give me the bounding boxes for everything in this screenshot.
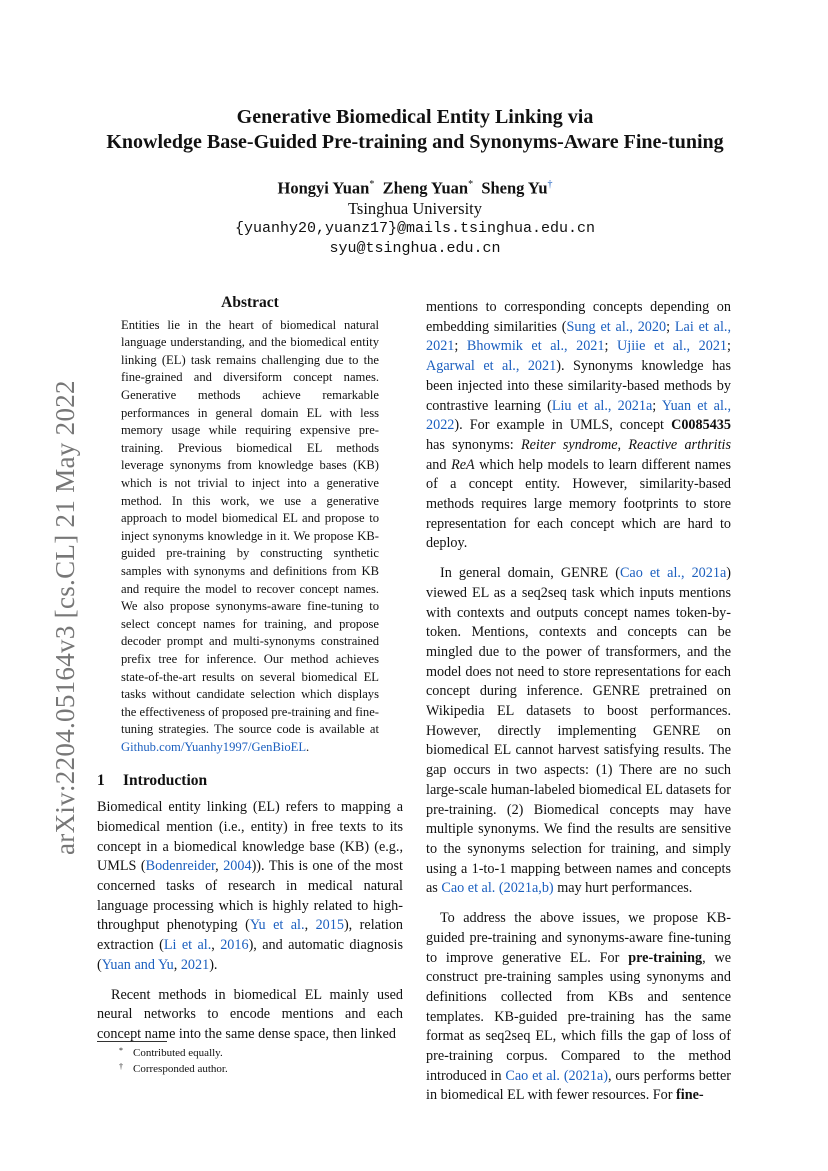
right-paragraph-3 xyxy=(426,909,731,1106)
author-names xyxy=(90,175,740,199)
abstract-text: Entities lie in the heart of biomedical natural language understanding, and the biomedical entity linking (EL) task remains challenging due to the fine-grained and diversiform concept names. Generative methods achieve remarkable performances in general domain EL with less memory usage while requiring expensive pre-training. Previous biomedical EL methods leverage synonyms from knowledge bases (KB) which is not trivial to inject into a generative method. In this work, we use a generative approach to model biomedical EL and propose to inject synonyms knowledge in it. We propose KB-guided pre-training by constructing synthetic samples with synonyms and definitions from KB and require the model to recover concept names. We also propose synonyms-aware fine-tuning to select concept names for training, and propose decoder prompt and multi-synonyms constrained prefix tree for inference. Our method achieves state-of-the-art results on several biomedical EL tasks without candidate selection which displays the effectiveness of proposed pre-training and fine-tuning strategies. The source code is available at xyxy=(121,317,379,737)
corresponding-author-mark[interactable]: † xyxy=(547,179,553,190)
text: has synonyms: xyxy=(426,436,521,453)
email-line-1: {yuanhy20,yuanz17}@mails.tsinghua.edu.cn xyxy=(234,219,596,237)
email-line-2: syu@tsinghua.edu.cn xyxy=(329,239,501,257)
text: ; xyxy=(727,338,731,355)
text: , ours performs better in biomedical EL with fewer resources. For xyxy=(426,1067,731,1104)
emphasis: fine- xyxy=(676,1087,704,1104)
citation[interactable]: Liu et al., 2021a xyxy=(551,397,653,414)
footnote-1 xyxy=(97,1046,228,1062)
abstract-end: . xyxy=(306,739,310,754)
text: ). xyxy=(209,956,218,973)
text: ), and automatic diagnosis ( xyxy=(97,937,404,973)
section-heading-introduction xyxy=(97,771,403,791)
equal-contribution-mark: * xyxy=(369,179,375,190)
text: , xyxy=(304,917,316,934)
text: ; xyxy=(454,338,467,355)
text: To address the above issues, we propose KB-guided pre-training and synonyms-aware fine-tuning to improve generative EL. For xyxy=(426,910,731,966)
footnote-rule xyxy=(97,1041,167,1042)
equal-contribution-mark: * xyxy=(468,179,474,190)
text: ), relation extraction ( xyxy=(97,917,404,954)
left-column xyxy=(97,293,403,1045)
citation-li-year[interactable]: 2016 xyxy=(220,937,249,954)
code-link[interactable]: Github.com/Yuanhy1997/GenBioEL xyxy=(121,739,307,754)
section-title: Introduction xyxy=(123,771,208,789)
title-line-2: Knowledge Base-Guided Pre-training and Synonyms-Aware Fine-tuning xyxy=(106,131,724,153)
text: may hurt performances. xyxy=(553,880,693,897)
citation-bodenreider-year[interactable]: 2004 xyxy=(223,858,252,875)
citation[interactable]: Agarwal et al., 2021 xyxy=(426,358,557,375)
abstract-heading: Abstract xyxy=(221,294,279,311)
right-column xyxy=(426,298,731,1106)
citation[interactable]: Yuan et al., 2022 xyxy=(426,397,731,434)
text: ). Synonyms knowledge has been injected into these similarity-based methods by contrastive learning ( xyxy=(426,358,731,414)
citation-yu-year[interactable]: 2015 xyxy=(315,917,344,934)
footnote-2 xyxy=(97,1062,228,1078)
footnote-text: Corresponded author. xyxy=(133,1062,228,1075)
footnotes xyxy=(97,1046,228,1077)
author-2: Zheng Yuan xyxy=(382,178,469,198)
citation[interactable]: Cao et al., 2021a xyxy=(619,565,727,582)
paper-title xyxy=(90,105,740,155)
right-paragraph-1 xyxy=(426,298,731,554)
text: ; xyxy=(666,318,675,335)
right-paragraph-2 xyxy=(426,564,731,899)
text: which help models to learn different names of a concept entity. However, similarity-based methods requires large memory footprints to store representation for each concept which are hard to deploy. xyxy=(426,456,731,552)
citation-yuan-yu[interactable]: Yuan and Yu xyxy=(101,956,174,973)
text: , xyxy=(215,858,224,875)
synonym: ReA xyxy=(451,456,475,473)
text: and xyxy=(426,456,452,473)
citation[interactable]: Ujiie et al., 2021 xyxy=(617,338,728,355)
intro-paragraph-2: Recent methods in biomedical EL mainly used neural networks to encode mentions and each concept name into the same dense space, then linked xyxy=(97,986,403,1042)
intro-paragraph-1 xyxy=(97,798,403,975)
citation[interactable]: Cao et al. (2021a) xyxy=(505,1067,608,1084)
text: mentions to corresponding concepts depending on embedding similarities ( xyxy=(426,299,731,335)
text: ) viewed EL as a seq2seq task which inputs mentions with contexts and outputs concept names token-by-token. Mentions, contexts and concepts can be mingled due to the power of transformers, and the model does not need to store representations for each concept during inference. GENRE pretrained on Wikipedia EL datasets to boost performances. However, directly implementing GENRE on biomedical EL cannot harvest satisfying results. The gap occurs in two aspects: (1) There are no such large-scale human-labeled biomedical EL datasets for pre-training. (2) Biomedical concepts may have multiple synonyms. We find the results are sensitive to the synonyms selection for training, and simply using a 1-to-1 mapping between names and concepts as xyxy=(426,565,731,897)
footnote-mark: † xyxy=(119,1061,123,1071)
synonym: Reactive arthritis xyxy=(628,436,731,453)
arxiv-side-stamp xyxy=(18,355,80,855)
text: ). For example in UMLS, concept xyxy=(454,417,672,434)
footnote-text: Contributed equally. xyxy=(133,1047,223,1059)
text: ; xyxy=(604,338,618,355)
arxiv-id: arXiv:2204.05164v3 [cs.CL] 21 May 2022 xyxy=(50,380,80,855)
author-3: Sheng Yu xyxy=(481,178,548,198)
footnote-mark: * xyxy=(119,1046,123,1055)
citation[interactable]: Lai et al., 2021 xyxy=(426,318,731,355)
citation-bodenreider[interactable]: Bodenreider xyxy=(145,858,216,875)
text: , xyxy=(617,436,629,453)
citation-yuan-yu-year[interactable]: 2021 xyxy=(180,956,210,973)
author-1: Hongyi Yuan xyxy=(277,178,370,198)
text: , xyxy=(211,937,221,954)
text: Biomedical entity linking (EL) refers to mapping a biomedical mention (i.e., entity) in free texts to its concept in a biomedical knowledge base (KB) (e.g., UMLS ( xyxy=(97,799,403,875)
section-number: 1 xyxy=(97,771,105,789)
citation-yu[interactable]: Yu et al. xyxy=(249,917,305,934)
text: ; xyxy=(652,397,662,414)
text: )). This is one of the most concerned tasks of research in medical natural language processing which is highly related to high-throughput phenotyping ( xyxy=(97,858,403,934)
abstract-body xyxy=(121,317,379,757)
citation[interactable]: Sung et al., 2020 xyxy=(566,318,667,335)
emphasis: pre-training xyxy=(628,949,703,966)
author-block xyxy=(90,175,740,259)
text: , xyxy=(173,956,181,973)
text: In general domain, GENRE ( xyxy=(440,565,620,582)
concept-id: C0085435 xyxy=(671,417,731,434)
citation[interactable]: Cao et al. (2021a,b) xyxy=(441,880,554,897)
text: , we construct pre-training samples using synonyms and definitions collected from KBs and sentence templates. KB-guided pre-training has the same format as seq2seq EL, which fills the gap of loss of pre-training corpus. Compared to the method introduced in xyxy=(426,949,732,1084)
title-line-1: Generative Biomedical Entity Linking via xyxy=(236,106,594,128)
citation[interactable]: Bhowmik et al., 2021 xyxy=(466,338,605,355)
citation-li[interactable]: Li et al. xyxy=(163,937,212,954)
synonym: Reiter syndrome xyxy=(520,436,618,453)
affiliation: Tsinghua University xyxy=(347,198,483,218)
